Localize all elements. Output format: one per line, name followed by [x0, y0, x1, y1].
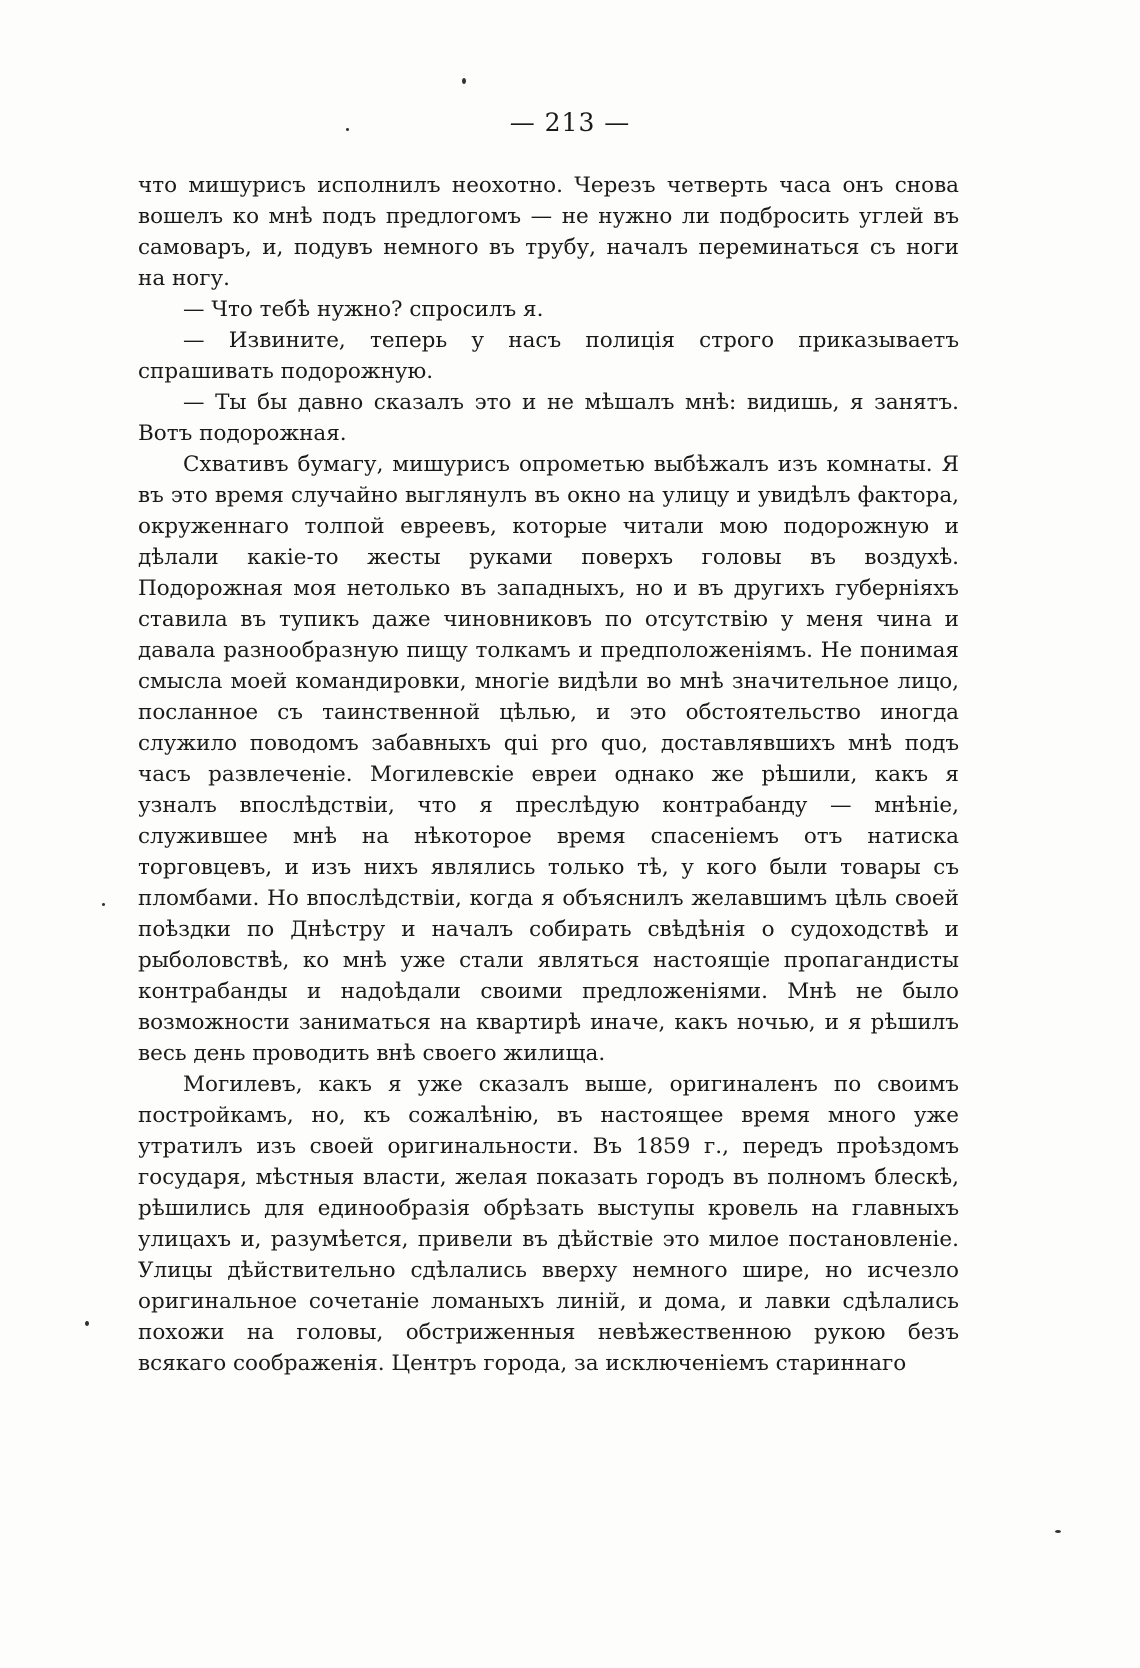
paragraph-mogilev: Могилевъ, какъ я уже сказалъ выше, оригиналенъ по своимъ постройкамъ, но, къ сожалѣнiю, въ настоящее время много уже утратилъ изъ своей оригинальности. Въ 1859 г., передъ проѣздомъ государя, мѣстныя власти, желая показать городъ въ полномъ блескѣ, рѣшились для единообразiя обрѣзать выступы кровель на главныхъ улицахъ и, разумѣется, привели въ дѣйствiе это милое постановленiе. Улицы дѣйствительно сдѣлались вверху немного шире, но исчезло оригинальное сочетанiе ломаныхъ линiй, и дома, и лавки сдѣлались похожи на головы, обстриженныя невѣжественною рукою безъ всякаго соображенiя. Центръ города, за исключенiемъ стариннаго — [138, 1072, 959, 1376]
print-speck — [85, 1321, 89, 1326]
print-speck — [462, 78, 466, 84]
dialogue-line-question: — Что тебѣ нужно? спросилъ я. — [183, 297, 544, 322]
paragraph-continuation: что мишурисъ исполнилъ неохотно. Черезъ четверть часа онъ снова вошелъ ко мнѣ подъ предлогомъ — не нужно ли подбросить углей въ самоваръ, и, подувъ немного въ трубу, началъ переминаться съ ноги на ногу. — [138, 173, 959, 291]
dialogue-line-police: — Извините, теперь у насъ полицiя строго приказываетъ спрашивать подорожную. — [138, 328, 959, 384]
print-speck — [1055, 1530, 1061, 1533]
paragraph-passport: Схвативъ бумагу, мишурисъ опрометью выбѣжалъ изъ комнаты. Я въ это время случайно выглянулъ въ окно на улицу и увидѣлъ фактора, окруженнаго толпой евреевъ, которые читали мою подорожную и дѣлали какiе-то жесты руками поверхъ головы въ воздухѣ. Подорожная моя нетолько въ западныхъ, но и въ другихъ губернiяхъ ставила въ тупикъ даже чиновниковъ по отсутствiю у меня чина и давала разнообразную пищу толкамъ и предположенiямъ. Не понимая смысла моей командировки, многiе видѣли во мнѣ значительное лицо, посланное съ таинственной цѣлью, и это обстоятельство иногда служило поводомъ забавныхъ qui pro quo, доставлявшихъ мнѣ подъ часъ развлеченiе. Могилевскiе евреи однако же рѣшили, какъ я узналъ впослѣдствiи, что я преслѣдую контрабанду — мнѣнiе, служившее мнѣ на нѣкоторое время спасенiемъ отъ натиска торговцевъ, и изъ нихъ являлись только тѣ, у кого были товары съ пломбами. Но впослѣдствiи, когда я объяснилъ желавшимъ цѣль своей поѣздки по Днѣстру и началъ собирать свѣдѣнiя о судоходствѣ и рыболовствѣ, ко мнѣ уже стали являться настоящiе пропагандисты контрабанды и надоѣдали своими предложенiями. Мнѣ не было возможности заниматься на квартирѣ иначе, какъ ночью, и я рѣшилъ весь день проводить внѣ своего жилища. — [138, 452, 959, 1066]
body-text — [138, 170, 959, 1379]
page-number: — 213 — — [509, 108, 631, 137]
dialogue-line-reply: — Ты бы давно сказалъ это и не мѣшалъ мнѣ: видишь, я занятъ. Вотъ подорожная. — [138, 390, 959, 446]
print-speck — [102, 903, 105, 906]
